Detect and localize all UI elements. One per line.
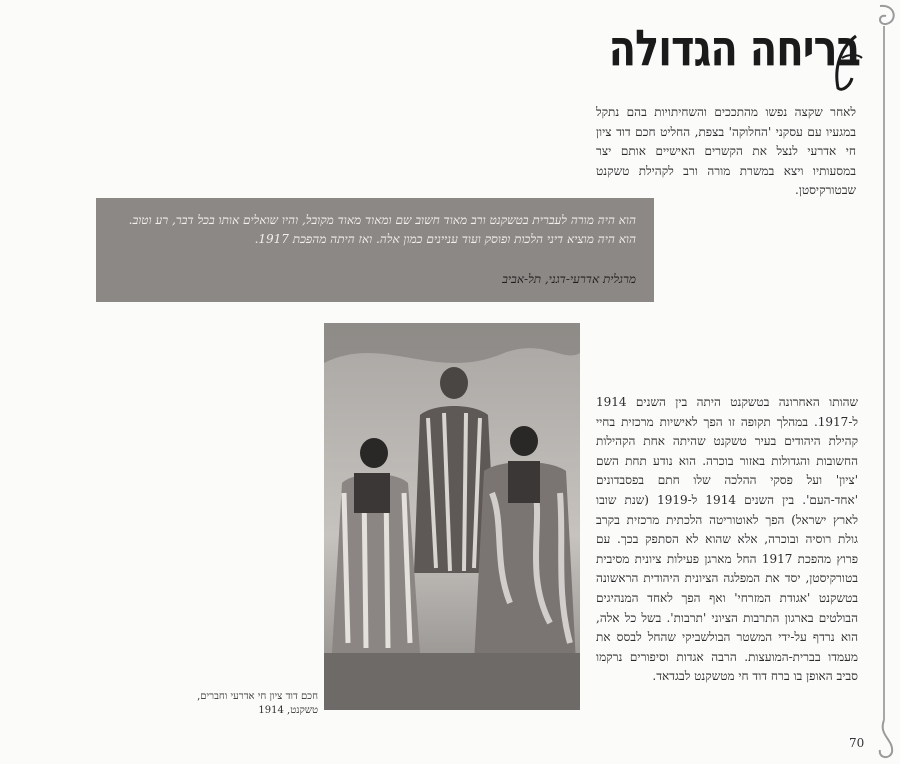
title-text: בריחה הגדולה <box>608 20 860 78</box>
historical-photograph <box>324 323 580 710</box>
quote-text: הוא היה מורה לעברית בטשקנט ורב מאוד חשוב שם ומאוד מאוד מקובל, והיו שואלים אותו בכל דבר, רע וטוב. הוא היה מוציא דיני הלכות ופוסק ועוד עניינים כמון אלה. ואז היתה מהפכת 1917. <box>128 213 636 246</box>
quote-box <box>96 198 654 302</box>
photo-caption <box>186 690 318 718</box>
quote-author: מרגלית אדרעי-דגני, תל-אביב <box>502 272 636 286</box>
section-title <box>600 20 860 102</box>
page-number: 70 <box>849 736 865 750</box>
intro-paragraph: לאחר שקצה נפשו מהתככים והשחיתויות בהם נתקל במגעיו עם עסקני 'החלוקה' בצפת, החליט חכם דוד ציון חי אדרעי לנצל את הקשרים האישיים אותם יצר במסעותיו ויצא במשרת מורה ורב לקהילת טשקנט שבטורקיסטן. <box>596 105 856 198</box>
caption-line-2: טשקנט, 1914 <box>258 705 318 716</box>
caption-line-1: חכם דוד ציון חי אדרעי וחברים, <box>197 691 318 702</box>
main-paragraph: שהותו האחרונה בטשקנט היתה בין השנים 1914 ל-1917. במהלך תקופה זו הפך לאישיות מרכזית בחיי קהילת היהודים בעיר טשקנט שהיתה אחת הקהילות החשובות והגדולות באזור בוכרה. הוא נודע תחת השם 'ציון' ועל פסקי ההלכה שלו חתם בפסבדונים 'אחד-העם'. בין השנים 1914 ל-1919 (שנת שובו לארץ ישראל) הפך לאוטוריטה הלכתית מרכזית בקרב גולת רוסיה ובוכרה, אלא שהוא לא הסתפק בכך. עם פרוץ מהפכת 1917 החל מארגן פעילות ציונית מסיבית בטורקיסטן, יסד את המפלגה הציונית היהודית הראשונה בטשקנט 'אגודת המזרחי' ואף הפך לאחד המנהיגים הבולטים בארגון התרבות הציוני 'תרבות'. בשל כל אלה, הוא נרדף על-ידי המשטר הבולשביקי שהחל לבסס את מעמדו בברית-המועצות. הרבה אגדות וסיפורים נרקמו סביב האופן בו ברח דוד חי מטשקנט לבגדאד. <box>596 395 858 684</box>
